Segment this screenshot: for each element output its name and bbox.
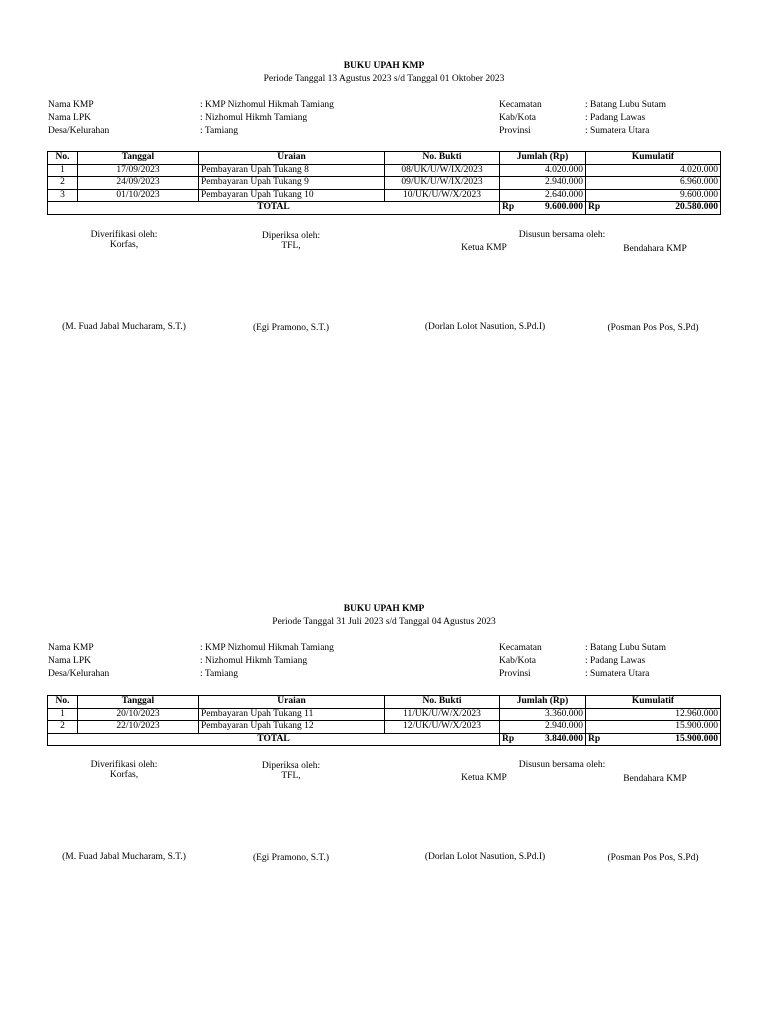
column-header: Tanggal <box>78 152 199 165</box>
info-label: Nama LPK <box>48 113 92 123</box>
info-values-left <box>200 99 334 138</box>
checker-block <box>236 761 346 781</box>
cell-receipt-no: 09/UK/U/W/IX/2023 <box>385 177 500 190</box>
verifier-role: Korfas, <box>109 240 139 250</box>
chair-role: Ketua KMP <box>461 773 507 783</box>
info-values-right <box>585 99 666 138</box>
info-label: Kecamatan <box>499 100 542 110</box>
info-label: Kab/Kota <box>499 113 536 123</box>
verified-by-label: Diverifikasi oleh: <box>90 760 158 770</box>
treasurer-role: Bendahara KMP <box>623 244 687 254</box>
document-title: BUKU UPAH KMP <box>343 61 425 71</box>
verifier-block <box>54 230 194 250</box>
period-text: Periode Tanggal 31 Juli 2023 s/d Tanggal 04 Agustus 2023 <box>272 617 496 627</box>
info-value: : KMP Nizhomul Hikmah Tamiang <box>200 100 334 110</box>
table-row <box>48 189 721 202</box>
checked-by-label: Diperiksa oleh: <box>261 761 321 771</box>
total-label: TOTAL <box>48 733 500 746</box>
cell-cumulative: 15.900.000 <box>586 721 721 734</box>
info-value: : Tamiang <box>200 126 238 136</box>
cell-amount: 2.640.000 <box>500 189 586 202</box>
checked-by-label: Diperiksa oleh: <box>261 231 321 241</box>
cell-description: Pembayaran Upah Tukang 11 <box>199 708 385 721</box>
total-label: TOTAL <box>48 202 500 215</box>
cell-amount: 2.940.000 <box>500 177 586 190</box>
info-label: Nama KMP <box>48 643 94 653</box>
signatory-name: (Egi Pramono, S.T.) <box>252 853 330 863</box>
period-text: Periode Tanggal 13 Agustus 2023 s/d Tanggal 01 Oktober 2023 <box>263 74 505 84</box>
cell-receipt-no: 12/UK/U/W/X/2023 <box>385 721 500 734</box>
info-values-right <box>585 642 666 681</box>
info-value: : Padang Lawas <box>585 656 646 666</box>
info-label: Desa/Kelurahan <box>48 669 110 679</box>
verifier-role: Korfas, <box>109 770 139 780</box>
info-value: : Nizhomul Hikmh Tamiang <box>200 113 308 123</box>
cell-description: Pembayaran Upah Tukang 8 <box>199 164 385 177</box>
info-labels-right <box>499 642 542 681</box>
info-value: : Batang Lubu Sutam <box>585 643 667 653</box>
cell-description: Pembayaran Upah Tukang 10 <box>199 189 385 202</box>
column-header: Uraian <box>199 696 385 709</box>
verifier-block <box>54 760 194 780</box>
column-header: No. <box>48 696 78 709</box>
cell-date: 24/09/2023 <box>78 177 199 190</box>
info-labels-left <box>48 642 109 681</box>
currency-label: Rp <box>502 202 515 212</box>
cell-cumulative: 4.020.000 <box>586 164 721 177</box>
cell-no: 2 <box>48 721 78 734</box>
total-cumulative-value: 20.580.000 <box>675 202 718 212</box>
cell-cumulative: 9.600.000 <box>586 189 721 202</box>
total-cumulative <box>586 202 721 215</box>
table-row <box>48 721 721 734</box>
info-labels-right <box>499 99 542 138</box>
info-label: Nama LPK <box>48 656 92 666</box>
checker-role: TFL, <box>281 771 301 781</box>
info-value: : Batang Lubu Sutam <box>585 100 667 110</box>
total-row <box>48 733 721 746</box>
checker-block <box>236 231 346 251</box>
wage-ledger-table <box>47 695 721 746</box>
info-value: : KMP Nizhomul Hikmah Tamiang <box>200 643 334 653</box>
signatory-name: (M. Fuad Jabal Mucharam, S.T.) <box>62 322 186 332</box>
total-amount <box>500 202 586 215</box>
info-labels-left <box>48 99 109 138</box>
table-row <box>48 164 721 177</box>
table-row <box>48 177 721 190</box>
info-label: Desa/Kelurahan <box>48 126 110 136</box>
column-header: Jumlah (Rp) <box>500 696 586 709</box>
column-header: No. Bukti <box>385 696 500 709</box>
column-header: Uraian <box>199 152 385 165</box>
signatory-name: (Dorlan Lolot Nasution, S.Pd.I) <box>424 852 546 862</box>
column-header: No. <box>48 152 78 165</box>
column-header: Kumulatif <box>586 152 721 165</box>
treasurer-role: Bendahara KMP <box>623 774 687 784</box>
info-value: : Tamiang <box>200 669 238 679</box>
table-row <box>48 708 721 721</box>
compiled-by-label: Disusun bersama oleh: <box>518 760 606 770</box>
cell-no: 1 <box>48 708 78 721</box>
compiled-by-label: Disusun bersama oleh: <box>518 230 606 240</box>
column-header: Tanggal <box>78 696 199 709</box>
cell-no: 2 <box>48 177 78 190</box>
info-label: Provinsi <box>499 669 531 679</box>
wage-ledger-table <box>47 151 721 215</box>
info-label: Kab/Kota <box>499 656 536 666</box>
total-row <box>48 202 721 215</box>
cell-cumulative: 12.960.000 <box>586 708 721 721</box>
info-value: : Nizhomul Hikmh Tamiang <box>200 656 308 666</box>
cell-date: 22/10/2023 <box>78 721 199 734</box>
verified-by-label: Diverifikasi oleh: <box>90 230 158 240</box>
total-amount-value: 9.600.000 <box>545 202 583 212</box>
signatory-name: (Egi Pramono, S.T.) <box>252 323 330 333</box>
column-header: Kumulatif <box>586 696 721 709</box>
document-title: BUKU UPAH KMP <box>343 604 425 614</box>
info-value: : Sumatera Utara <box>585 126 650 136</box>
cell-date: 17/09/2023 <box>78 164 199 177</box>
cell-cumulative: 6.960.000 <box>586 177 721 190</box>
info-label: Nama KMP <box>48 100 94 110</box>
cell-no: 3 <box>48 189 78 202</box>
total-cumulative-value: 15.900.000 <box>675 733 718 744</box>
total-amount-value: 3.840.000 <box>545 733 583 744</box>
cell-amount: 3.360.000 <box>500 708 586 721</box>
currency-label: Rp <box>588 202 601 212</box>
cell-amount: 2.940.000 <box>500 721 586 734</box>
cell-no: 1 <box>48 164 78 177</box>
info-values-left <box>200 642 334 681</box>
checker-role: TFL, <box>281 241 301 251</box>
signatory-name: (Posman Pos Pos, S.Pd) <box>607 323 699 333</box>
currency-label: Rp <box>588 733 601 744</box>
info-value: : Sumatera Utara <box>585 669 650 679</box>
signatory-name: (Dorlan Lolot Nasution, S.Pd.I) <box>424 322 546 332</box>
cell-date: 20/10/2023 <box>78 708 199 721</box>
info-value: : Padang Lawas <box>585 113 646 123</box>
info-label: Kecamatan <box>499 643 542 653</box>
signatory-name: (Posman Pos Pos, S.Pd) <box>607 853 699 863</box>
table-header-row <box>48 696 721 709</box>
total-cumulative <box>586 733 721 746</box>
cell-date: 01/10/2023 <box>78 189 199 202</box>
currency-label: Rp <box>502 733 515 744</box>
cell-description: Pembayaran Upah Tukang 12 <box>199 721 385 734</box>
column-header: Jumlah (Rp) <box>500 152 586 165</box>
column-header: No. Bukti <box>385 152 500 165</box>
cell-description: Pembayaran Upah Tukang 9 <box>199 177 385 190</box>
total-amount <box>500 733 586 746</box>
cell-receipt-no: 11/UK/U/W/X/2023 <box>385 708 500 721</box>
info-label: Provinsi <box>499 126 531 136</box>
chair-role: Ketua KMP <box>461 243 507 253</box>
cell-amount: 4.020.000 <box>500 164 586 177</box>
signatory-name: (M. Fuad Jabal Mucharam, S.T.) <box>62 852 186 862</box>
cell-receipt-no: 10/UK/U/W/X/2023 <box>385 189 500 202</box>
table-header-row <box>48 152 721 165</box>
cell-receipt-no: 08/UK/U/W/IX/2023 <box>385 164 500 177</box>
